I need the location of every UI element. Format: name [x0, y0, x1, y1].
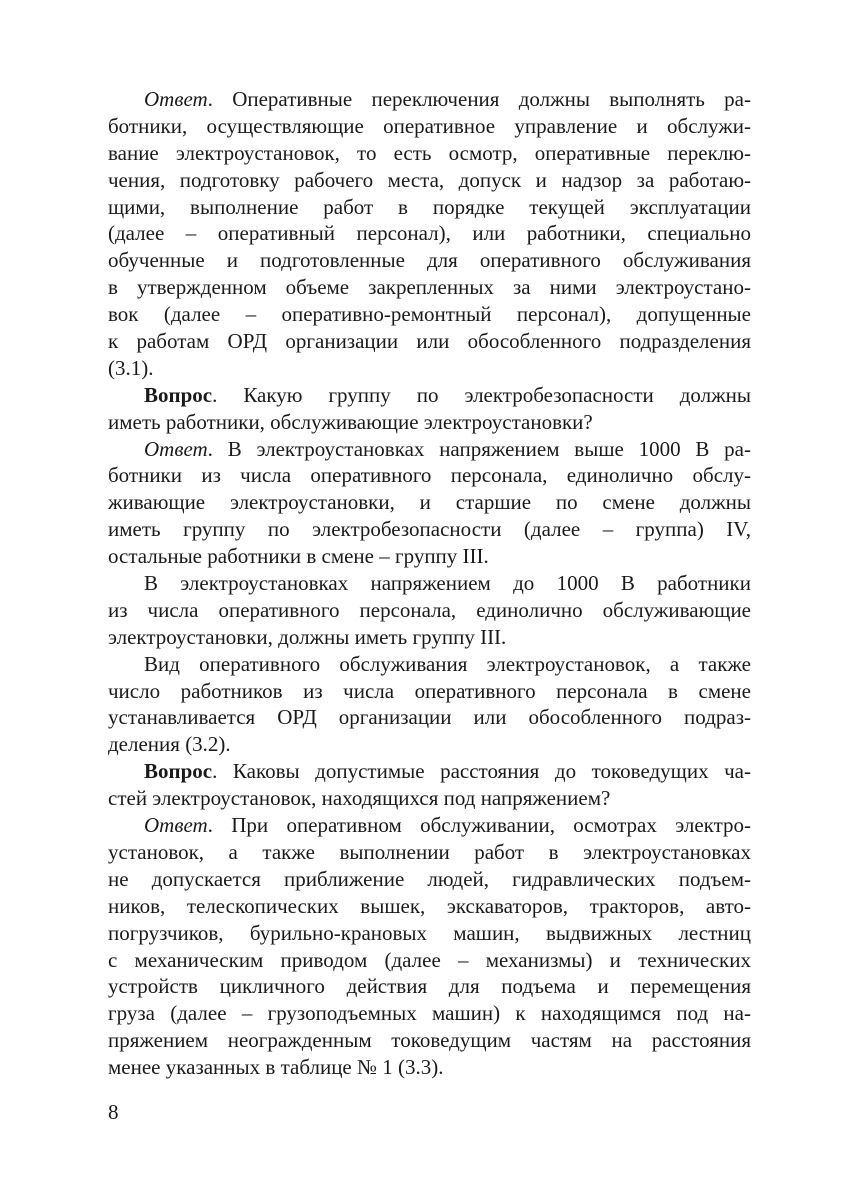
- text-line: [108, 543, 751, 570]
- text-line: [108, 328, 751, 355]
- line-text: ботники из числа оперативного персонала, единолично обслу-: [108, 463, 751, 488]
- line-text: В электроустановках напряжением до 1000 В работники: [144, 571, 751, 596]
- line-text: установок, а также выполнении работ в электроустановках: [108, 839, 751, 864]
- text-line: [108, 597, 751, 624]
- line-text: число работников из числа оперативного персонала в смене: [108, 678, 751, 703]
- line-text: обученные и подготовленные для оперативного обслуживания: [108, 248, 751, 273]
- text-line: [108, 973, 751, 1000]
- line-text: Вид оперативного обслуживания электроустановок, а также: [144, 651, 751, 676]
- question-label: Вопрос: [144, 759, 213, 784]
- line-text: стей электроустановок, находящихся под напряжением?: [108, 786, 611, 811]
- line-text: электроустановки, должны иметь группу III.: [108, 624, 507, 649]
- text-line: [108, 194, 751, 221]
- answer-label: Ответ: [144, 813, 208, 838]
- line-text: к работам ОРД организации или обособленного подразделения: [108, 329, 751, 354]
- answer-label: Ответ: [144, 87, 208, 111]
- text-line: [108, 247, 751, 274]
- line-text: иметь работники, обслуживающие электроустановки?: [108, 409, 593, 434]
- text-line: [108, 86, 751, 113]
- line-text: . Каковы допустимые расстояния до токоведущих ча-: [212, 759, 751, 784]
- line-text: из числа оперативного персонала, единолично обслуживающие: [108, 597, 751, 622]
- text-line: [108, 355, 751, 382]
- text-line: [108, 1027, 751, 1054]
- text-line: [108, 893, 751, 920]
- text-line: [108, 1000, 751, 1027]
- text-line: [108, 489, 751, 516]
- line-text: . В электроустановках напряжением выше 1000 В ра-: [207, 436, 751, 461]
- text-line: [108, 220, 751, 247]
- text-line: [108, 382, 751, 409]
- text-line: [108, 758, 751, 785]
- text-line: [108, 624, 751, 651]
- text-line: [108, 140, 751, 167]
- text-line: [108, 113, 751, 140]
- line-text: ботники, осуществляющие оперативное управление и обслужи-: [108, 113, 751, 138]
- line-text: погрузчиков, бурильно-крановых машин, выдвижных лестниц: [108, 920, 751, 945]
- text-line: [108, 947, 751, 974]
- text-line: [108, 920, 751, 947]
- text-line: [108, 516, 751, 543]
- line-text: . При оперативном обслуживании, осмотрах электро-: [207, 813, 751, 838]
- text-line: [108, 462, 751, 489]
- line-text: менее указанных в таблице № 1 (3.3).: [108, 1055, 444, 1080]
- text-line: [108, 785, 751, 812]
- line-text: вок (далее – оперативно-ремонтный персонал), допущенные: [108, 302, 751, 327]
- line-text: щими, выполнение работ в порядке текущей эксплуатации: [108, 194, 751, 219]
- line-text: устройств цикличного действия для подъема и перемещения: [108, 974, 751, 999]
- text-line: [108, 704, 751, 731]
- line-text: не допускается приближение людей, гидравлических подъем-: [108, 866, 751, 891]
- text-line: [108, 1054, 751, 1081]
- text-line: [108, 866, 751, 893]
- line-text: . Какую группу по электробезопасности должны: [212, 382, 751, 407]
- line-text: (3.1).: [108, 355, 154, 380]
- line-text: чения, подготовку рабочего места, допуск и надзор за работаю-: [108, 167, 751, 192]
- text-line: [108, 274, 751, 301]
- line-text: груза (далее – грузоподъемных машин) к находящимся под на-: [108, 1001, 751, 1026]
- line-text: вание электроустановок, то есть осмотр, оперативные переклю-: [108, 140, 751, 165]
- text-line: [108, 167, 751, 194]
- text-line: [108, 731, 751, 758]
- line-text: живающие электроустановки, и старшие по смене должны: [108, 490, 751, 515]
- line-text: деления (3.2).: [108, 732, 231, 757]
- text-line: [108, 409, 751, 436]
- text-line: [108, 301, 751, 328]
- text-line: [108, 839, 751, 866]
- question-label: Вопрос: [144, 382, 213, 407]
- page-number: 8: [108, 1100, 119, 1124]
- line-text: . Оперативные переключения должны выполнять ра-: [207, 87, 751, 111]
- text-line: [108, 651, 751, 678]
- line-text: ников, телескопических вышек, экскаваторов, тракторов, авто-: [108, 893, 751, 918]
- page-body-text: [108, 86, 751, 1081]
- line-text: устанавливается ОРД организации или обособленного подраз-: [108, 705, 751, 730]
- line-text: (далее – оперативный персонал), или работники, специально: [108, 221, 751, 246]
- text-line: [108, 678, 751, 705]
- line-text: пряжением неогражденным токоведущим частям на расстояния: [108, 1028, 751, 1053]
- line-text: иметь группу по электробезопасности (далее – группа) IV,: [108, 517, 751, 542]
- line-text: в утвержденном объеме закрепленных за ними электроустано-: [108, 275, 751, 300]
- text-line: [108, 570, 751, 597]
- text-line: [108, 812, 751, 839]
- line-text: с механическим приводом (далее – механизмы) и технических: [108, 947, 751, 972]
- line-text: остальные работники в смене – группу III.: [108, 544, 489, 569]
- answer-label: Ответ: [144, 436, 208, 461]
- text-line: [108, 436, 751, 463]
